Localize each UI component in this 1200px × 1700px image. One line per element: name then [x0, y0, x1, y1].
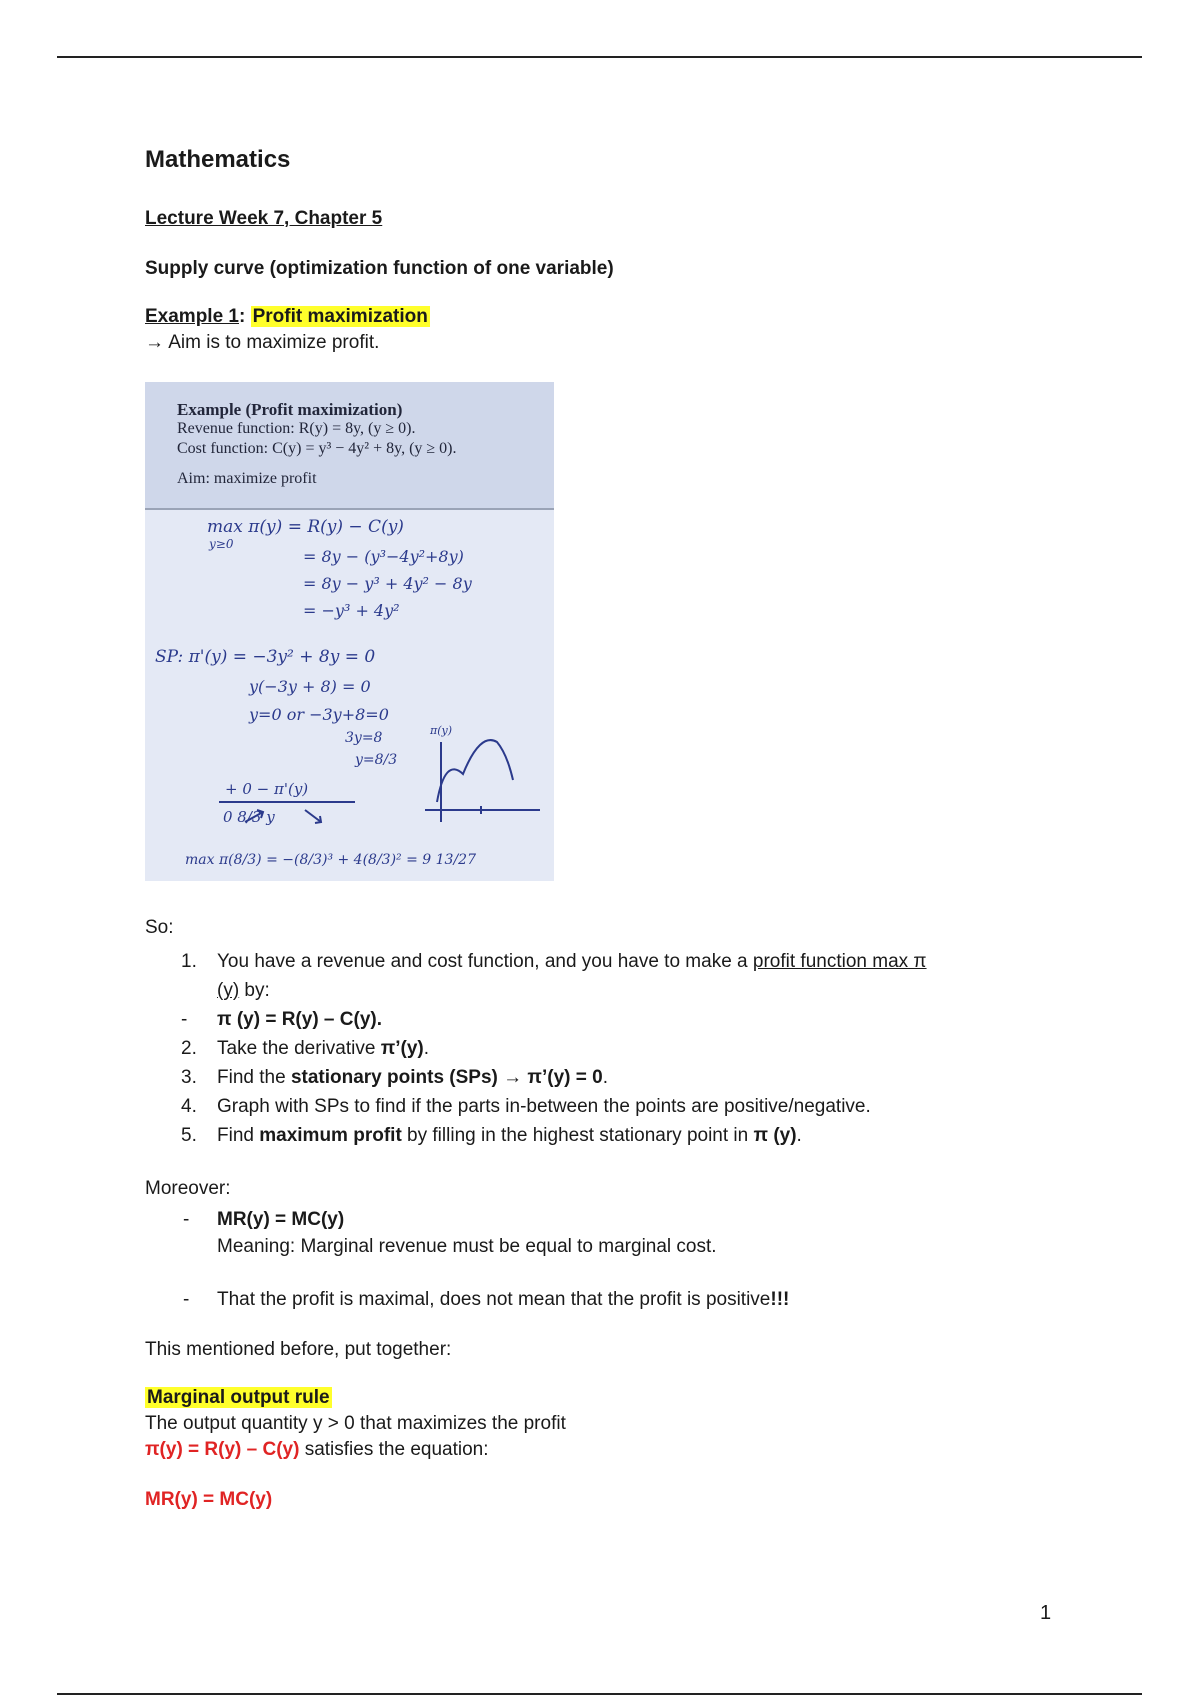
- example-label: Example 1: [145, 306, 239, 327]
- step-3: [181, 1063, 1065, 1092]
- hw-line-7: y(−3y + 8) = 0: [249, 677, 371, 696]
- moreover-meaning: [181, 1233, 1065, 1260]
- hw-line-4: = 8y − y³ + 4y² − 8y: [303, 574, 472, 593]
- moreover-item-2: - That the profit is maximal, does not mean that the profit is positive!!!: [183, 1289, 790, 1310]
- lecture-subtitle: Lecture Week 7, Chapter 5: [145, 208, 383, 229]
- step-3-end: .: [602, 1067, 608, 1088]
- step-4-num: 4.: [181, 1096, 197, 1117]
- hw-line-10: y=8/3: [355, 752, 398, 768]
- step-5-end: .: [796, 1125, 802, 1146]
- hw-line-9: 3y=8: [345, 730, 383, 746]
- rule-line-2-red: π(y) = R(y) – C(y): [145, 1439, 300, 1460]
- hw-line-3: = 8y − (y³−4y²+8y): [303, 547, 464, 566]
- hw-line-8: y=0 or −3y+8=0: [249, 705, 389, 724]
- moreover-label: Moreover:: [145, 1178, 231, 1199]
- photo-printed-title: Example (Profit maximization): [177, 400, 403, 419]
- hw-line-5: = −y³ + 4y²: [303, 601, 400, 620]
- step-5-bold: maximum profit: [259, 1125, 402, 1146]
- step-5-mid: by filling in the highest stationary point in: [401, 1125, 754, 1146]
- moreover-note: That the profit is maximal, does not mean that the profit is positive: [217, 1289, 771, 1310]
- document-body: [145, 146, 1065, 1511]
- moreover-meaning-text: Meaning: Marginal revenue must be equal to marginal cost.: [217, 1236, 717, 1257]
- step-3-text: Find the: [217, 1067, 291, 1088]
- example-highlight: Profit maximization: [252, 306, 428, 327]
- steps-list: [145, 947, 1065, 1150]
- together-text: This mentioned before, put together:: [145, 1339, 452, 1360]
- hw-line-11: + 0 − π'(y): [225, 780, 309, 798]
- rule-title-wrap: [145, 1387, 1065, 1409]
- graph-curve: [437, 740, 513, 802]
- step-1-cont-underlined: (y): [217, 980, 240, 1001]
- photo-cost: Cost function: C(y) = y³ − 4y² + 8y, (y ≥ 0).: [177, 440, 457, 457]
- moreover-item-1: - MR(y) = MC(y): [183, 1209, 345, 1230]
- step-2-num: 2.: [181, 1038, 197, 1059]
- photo-aim: Aim: maximize profit: [177, 470, 317, 487]
- example-aim: → Aim is to maximize profit.: [145, 332, 380, 353]
- step-3-num: 3.: [181, 1067, 197, 1088]
- step-5-num: 5.: [181, 1125, 197, 1146]
- step-1: [181, 947, 1065, 976]
- step-1-cont-text: by:: [239, 980, 270, 1001]
- example-sep: :: [239, 306, 246, 327]
- rule-line-1: The output quantity y > 0 that maximizes the profit: [145, 1413, 566, 1434]
- moreover-eq: MR(y) = MC(y): [217, 1209, 345, 1230]
- step-2-bold: π’(y): [380, 1038, 424, 1059]
- step-1-sub-dash: -: [181, 1009, 188, 1030]
- step-5: [181, 1121, 1065, 1150]
- step-4: [181, 1092, 1065, 1121]
- step-2: [181, 1034, 1065, 1063]
- rule-equation: MR(y) = MC(y): [145, 1489, 273, 1510]
- hw-line-14: max π(8/3) = −(8/3)³ + 4(8/3)² = 9 13/27: [185, 852, 476, 868]
- step-2-text: Take the derivative: [217, 1038, 381, 1059]
- handwriting-svg: [145, 382, 554, 881]
- section-heading: Supply curve (optimization function of one variable): [145, 258, 614, 279]
- step-1-text: You have a revenue and cost function, and you have to make a: [217, 951, 753, 972]
- step-5-bold2: π (y): [753, 1125, 797, 1146]
- step-1-cont: [181, 976, 1065, 1005]
- hw-line-13: π(y): [430, 724, 453, 737]
- document-title: Mathematics: [145, 146, 291, 173]
- hw-line-1: max π(y) = R(y) − C(y): [207, 517, 404, 537]
- step-1-underlined: profit function max π: [752, 951, 927, 972]
- whiteboard-photo: [145, 382, 554, 881]
- hw-line-6: SP: π'(y) = −3y² + 8y = 0: [155, 647, 376, 667]
- hw-line-2: y≥0: [209, 537, 234, 551]
- top-rule: [57, 56, 1142, 58]
- rule-title: Marginal output rule: [147, 1387, 330, 1408]
- step-1-sub-eq: π (y) = R(y) – C(y).: [217, 1009, 382, 1030]
- moreover-note-exclaim: !!!: [770, 1289, 790, 1310]
- step-1-sub: [181, 1005, 1065, 1034]
- rule-line-2: [145, 1439, 1065, 1461]
- rule-line-2-rest: satisfies the equation:: [299, 1439, 489, 1460]
- step-1-num: 1.: [181, 951, 197, 972]
- hw-line-12: 0 8/3 y: [223, 808, 275, 826]
- so-label: So:: [145, 917, 174, 938]
- step-2-end: .: [423, 1038, 430, 1059]
- sign-arrow-down: [305, 810, 321, 823]
- step-3-bold: stationary points (SPs) → π’(y) = 0: [290, 1067, 603, 1088]
- page-number: 1: [1040, 1602, 1052, 1624]
- photo-revenue: Revenue function: R(y) = 8y, (y ≥ 0).: [177, 420, 416, 437]
- moreover-list: [145, 1206, 1065, 1313]
- step-4-text: Graph with SPs to find if the parts in-between the points are positive/negative.: [217, 1096, 871, 1117]
- bottom-rule: [57, 1693, 1142, 1695]
- example-heading: [145, 306, 1065, 328]
- step-5-text: Find: [217, 1125, 260, 1146]
